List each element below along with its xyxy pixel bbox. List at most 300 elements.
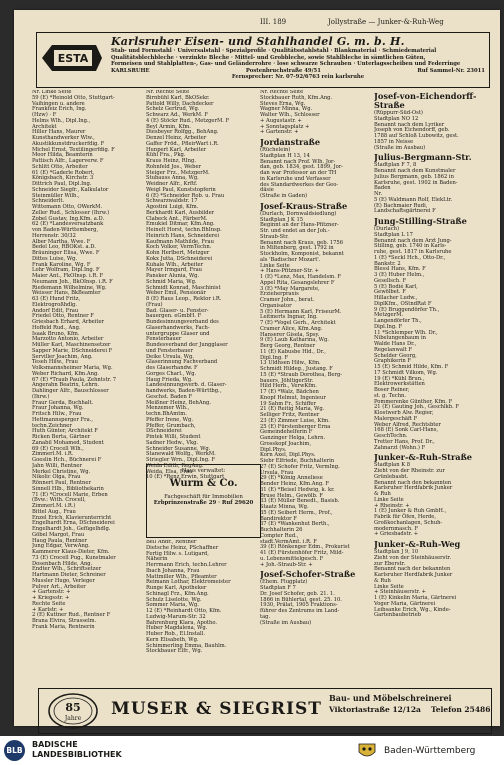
directory-entry: 12 (E) *Reinhardt Otto, Kfm. [146,608,222,614]
directory-entry: Hartmann Dieter, Schreiner [32,572,106,578]
directory-entry: Stockbauer Elfr., Wg. [146,648,203,655]
directory-entry: Benannt nach dem Lyriker [374,121,445,128]
directory-entry: Nr. Rechte Seite [146,90,190,95]
directory-entry: des Standardwerkes der Geo- [260,181,339,188]
directory-entry: (Ihrw.) [32,393,50,400]
directory-entry: Näherin [146,556,168,563]
directory-entry: Landschaftsgärtnerei F [374,208,436,215]
directory-entry: dan war Professor an der TH [260,170,337,176]
directory-entry: 11 (E) Kabusbe Hld., Dr., [260,348,326,355]
directory-entry: Nr. [374,191,383,197]
street-heading: Jordanstraße [260,137,321,147]
directory-entry: des Glaserhandw. F [146,365,198,371]
directory-entry: Elektrowerkstätten [374,381,425,388]
directory-entry: Bittel Aug., Frau [32,508,76,515]
column-3 [260,90,372,626]
ad-sammel: Ruf Sammel-Nr. 23011 [417,67,485,74]
directory-entry: Dipl.Phys. [260,446,287,453]
directory-entry: 2 (E) Kuttner Rud., Rentner F [32,612,111,619]
directory-entry: Schelz Gertrud, Wg. [146,106,200,113]
library-name [32,740,122,760]
street-heading: Josef-Schofer-Straße [260,569,356,580]
directory-entry: Stadtplan F 7 [260,585,296,591]
directory-entry: Voger Maria, Gärtnerei [374,600,436,607]
directory-entry: 73 (E) Crocell Pug., Kunstmaler [32,554,116,561]
street-heading: Julius-Bergmann-Str. [374,152,472,163]
directory-entry: 5 (E) Bodié Karl, [374,283,418,290]
directory-entry: (Bvw.: With. Crocell, [32,497,86,504]
directory-entry: Klostwerb Alw. Regier, [374,410,434,416]
muser-address: Viktoriastraße 12/12a [329,705,421,714]
svg-text:85: 85 [65,701,81,714]
directory-entry: Stadtplan J 9, 10 [374,549,419,555]
directory-entry: Maier Ant., FkOInsp. i.R. F [32,273,104,279]
directory-entry: Weida Edith, RegAng. [146,462,204,469]
directory-entry: + Griesbadstr. + [374,531,419,538]
directory-entry: (Straße im Ausbau) [260,619,312,626]
directory-entry: Appel Rita, Gesangslehrer F [260,279,335,286]
directory-entry: Serviller Joachim, Ang. [32,353,93,360]
wurm-name: Wurm & Co. [169,478,238,489]
directory-entry: Kammerer Klaus-Dieter, Kfm. [32,549,110,555]
directory-entry: Stilling, geb. 1740 in Karls- [374,243,447,250]
directory-entry: Linke Seite [260,262,290,269]
directory-entry: Hild Herb., VerwKfm. [260,383,317,390]
directory-entry: Friedel Otto, Rentner F [32,313,94,320]
directory-entry: Bundesinnungsverband des [146,319,219,325]
directory-entry: Dr. Josef Schofer, geb. 21. 1. [260,590,335,597]
directory-entry: Engelhardt Joh., Gefügelhdlg. [32,526,111,532]
directory-entry: DSchneiderei [146,428,182,435]
directory-entry: Karlsruhe, gest. 1902 in Baden- [374,179,458,186]
directory-entry: Pommerenke Günther, Kfm. F [374,398,453,405]
directory-entry: Fensterbauer [146,336,182,343]
directory-entry: Steinmüller Wilh., [32,192,80,199]
directory-entry: Linke Seite [374,583,404,590]
directory-entry: Langendörfer Th., [374,318,422,324]
directory-entry: Ricken Berta, Gärtner [32,434,91,440]
directory-entry: Str. und endet an der Joh.- [260,228,330,234]
directory-entry: (Straße in Gaden) [260,193,308,199]
ad-city: KARLSRUHE [111,67,150,74]
directory-entry: Buchhalterin 26 [260,527,303,533]
directory-entry: 31 (E) *Beisel Hedwig, k. kr. [260,486,335,493]
directory-entry: Frankfeiz Erich, Ing. [32,106,87,113]
directory-entry: Herrmann Erich, techn.Lehrer [146,562,227,568]
directory-entry: 62 (E) *Landesversatzbank [32,221,104,228]
directory-entry: Ganzinger Helga, Lehrn. [260,435,326,441]
directory-entry: Frank Maria, Rentnerin [32,623,95,630]
directory-entry: + Gartenstr. + [32,589,71,596]
directory-entry: handwerks, Baden-Württbg., [146,388,222,394]
directory-entry: (Durlach, Dornwaldsiedlung) [260,210,337,217]
directory-entry: Bundesverband der Jungglaser [146,342,228,348]
directory-entry: als 'Badischer Mozart'. [260,256,321,263]
directory-entry: 33 (E) Müller Benedt., Basisb. [260,498,340,505]
directory-entry: 11 *Schlemper Wlh. Dr., [374,329,438,336]
directory-entry: + Hans-Pfitzner-Str. + [260,268,319,275]
directory-entry: Pintek Willi, Student [146,434,201,440]
wurm-line-3: Fachgeschäft für Immobilien [164,494,243,500]
directory-entry: Akustikkunstdruckerfdig. F [32,140,105,147]
directory-entry: von Baden-Württemberg, [32,227,99,233]
directory-entry: 17 (E) *Walz, Bädchen [260,389,319,395]
library-line-1: BADISCHE [32,740,78,749]
directory-entry: Rechte Seite [32,600,66,607]
directory-entry: Ibach Johanna, Frau [146,567,200,574]
directory-entry: Bahrenburg Klara, Apotho. [146,619,218,626]
directory-entry: Benannt nach Prof. Wlh. Jor- [260,158,336,165]
directory-entry: Linke Seite [374,496,404,503]
directory-entry: Zahnarzt (Wohn.) F [374,444,426,451]
directory-entry: Nibelungenbaum in [374,335,426,342]
directory-entry: Ludwig-Marum-Str. 32 [146,613,206,620]
directory-entry: Huber Rob., El.Install. [146,631,205,637]
directory-entry: 1 (E) Junker & Ruh GmbH., [374,508,447,515]
directory-entry: Fraur Johanna, Wg. [32,405,84,412]
directory-entry: Tretter Hans, Prof. Dr., [374,438,435,445]
directory-entry: + Kriegsstr. + [32,595,70,601]
directory-entry: Menzemer Wlh., [146,405,190,412]
directory-entry: Bandirektor F [260,515,297,522]
directory-entry: Ursula, Frau [260,469,294,476]
directory-entry: st. g. Techn. [374,392,407,399]
directory-entry: bauers, JöhltigerStr. [260,377,314,384]
directory-entry: Kühl Fra., Pkg. [146,152,186,159]
directory-entry: Schinagl Frz., Kfm.Ang. [146,590,209,597]
directory-entry: Pfeffer, Grumbach, [146,422,196,429]
directory-page [14,10,500,726]
directory-entry: u. Lebensmittelgesch. F [260,555,324,562]
directory-entry: 25 (E) Fürstenberger Erna [260,423,331,430]
directory-entry: Deike Ursula, Wg. [146,353,194,360]
muser-line-1: Bau- und Möbelschreinerei [329,693,452,703]
directory-entry: Diesbeyer Rolfgg., BehAng. [146,129,219,136]
wurm-line-1: Haus verwaltet: [181,468,226,474]
directory-entry: 3 (E) Huber Helm., [374,272,425,278]
directory-entry: Beyl Armin, Kfm. [146,123,191,130]
directory-entry: Graphikerin F [374,358,411,365]
directory-entry: Karlsruher Herdfabrik Junker [374,572,453,578]
column-2 [146,90,258,481]
directory-entry: 15 (E) *Straub Dorothea, Berg- [260,371,343,378]
svg-text:ESTA: ESTA [57,52,89,65]
directory-entry: Michel Ernst, Textilingerfdig. F [32,146,115,153]
directory-entry: 10 (E) *Renz Erwin, Stuttgart [146,474,225,481]
directory-entry: 1857 in Neisse [374,138,414,145]
directory-entry: Kern Elisabeth, Wg. [146,636,199,643]
directory-entry: 1 (E) *Seckl Hch., Otto-Dr., [374,254,446,261]
directory-entry: Huber Magdalena, Wg. [146,625,208,632]
directory-entry: Schulz Liselotte, Wg. [146,596,202,603]
directory-entry: Sadner Hedw., Vkg. [146,439,199,446]
directory-entry: Neumann Joh., BkOInsp. i.R. F [32,278,113,285]
directory-entry: Großkochanlagen, Schuh- [374,519,443,526]
directory-entry: Brana Elvira, Strasselm. [32,618,97,624]
directory-entry: MetzgerM. [374,312,404,319]
directory-entry: Pansker Alunia, Wg. [146,273,200,279]
directory-entry: Bad. Glaser- u. Fenster- [146,307,209,314]
directory-entry: Schimmerling Emma, Bauhlm. [146,642,227,649]
directory-entry: Schmidt Hildeg., Justang. F [260,366,333,372]
directory-entry: 19 Sahm Fr., Schiffer [260,400,316,407]
directory-entry: 1 (E) *Lenz, Max, Handelsm. F [260,274,342,280]
directory-entry: in Karlsruhe und Verfasser [260,175,331,182]
directory-entry: Berkhardt Karl, Ausbilder [146,209,215,216]
directory-entry: Isaak Bruno, Kfm. [32,330,80,337]
directory-entry: Dipl.Ing. F [374,323,403,330]
directory-entry: Weigl Paul, Kunststopferin [146,186,216,193]
directory-entry: Pfeffer Irene, Wg. [146,416,193,423]
directory-entry: 3 (E) *May Margarete, [260,285,320,292]
directory-entry: 168 (E) Sonk Carl-Hans, [374,427,439,434]
directory-entry: Wagner Minna, Wg. [260,106,313,113]
directory-entry: Hettmannsperger Fra., [32,416,93,423]
directory-entry: 69 (E) Crocell Wlh., [32,445,84,452]
directory-entry: Bell Andr., Rentner [146,540,197,545]
directory-entry: Benannt nach Kraus, geb. 1756 [260,239,344,246]
directory-entry: Stadtplan K 8 [374,462,411,469]
directory-entry: Hanserer Gisela, Spsy. [260,331,320,338]
directory-entry: Stadtplan L 17 [374,231,413,238]
directory-entry: Dipl.Ing. F [260,354,289,361]
directory-entry: Geschst. Baden F [146,393,193,400]
directory-entry: Hoffeld Rud., Ang. [32,324,81,331]
directory-entry: + Karlstr. + [32,606,64,613]
directory-entry: Gemeindehelferin F [260,429,313,436]
directory-entry: Cramer Alice, Kfm.Ang. [260,325,323,332]
directory-entry: 8 (E) Raus Leop., Rektor i.R. [146,296,222,302]
directory-entry: Sinnell Hlb., Bibliothekarin [32,485,104,492]
directory-entry: däsie [260,187,274,194]
directory-entry: Alber Martha, Wwe. F [32,238,91,245]
directory-entry: Lohr Wolfram, Dipl.Ing. F [32,267,100,274]
directory-entry: Bedel Leo, RBOKst. a.D. [32,244,96,251]
directory-entry: Wittemann Otto, OWerkM. [32,204,103,210]
directory-entry: Beginnt an der Hans-Pfitzner- [260,222,339,229]
directory-entry: Erzieherpraxis [260,291,299,298]
directory-entry: Regelanwalt F [374,346,412,353]
directory-entry: Kaufmann Mathilde, Frau [146,238,214,245]
directory-entry: & Ruh [374,577,391,584]
directory-entry: Leibsanke Erich, Wg., Kinde- [374,606,451,613]
directory-entry: führer des Zentrums im Land- [260,608,340,614]
directory-entry: Leitmerts Ingnar, Ing. [260,314,318,321]
directory-entry: Glaserhandwerks, Fach- [146,324,210,331]
directory-entry: Striegler Wrn., Dipl.Ing. F [146,457,215,463]
ad-phone: Fernsprecher: Nr. 07-92/6763 rein karlsruhe [231,74,365,81]
directory-entry: Engelhardt Erna, DSchneiderei [32,520,115,527]
directory-entry: Dosenbach Hilde, Ang. [32,560,93,567]
directory-entry: 6 (E) *Schneider Rob. u. Frau [146,192,225,199]
directory-entry: 67 (E) *Traub Paula, Zehntstr. 7 [32,376,117,383]
directory-entry: Schmid Maria, Wg. [146,278,197,285]
directory-entry: Müller Karl, Maschinensetzer [32,342,111,348]
directory-entry: Zanabil Mohamed, Student [32,439,104,446]
directory-entry: Griesbach Erhard, Arbeiter [32,319,105,325]
muser-siegrist-advertisement [38,688,492,734]
directory-entry: Kunsthandwerker Wlw., [32,135,95,141]
directory-entry: Weber Alfred, Rechtsbter [374,421,441,428]
directory-entry: 17 Schmidt Vilkom, Wg. [374,369,438,376]
directory-entry: Rohnfeld Jos., Weber [146,163,201,170]
wurm-line-4: Erbprinzenstraße 29 · Ruf 29620 [153,500,254,506]
directory-entry: Nr. Rechte Seite [260,90,304,95]
directory-entry: und Fensterbauer [146,347,193,354]
directory-entry: Andorf Edit, Frau [32,307,79,314]
muser-siegrist-name: MUSER & SIEGRIST [111,699,322,719]
directory-entry: Dittrich Paul, Dipl.Ing. [32,181,92,187]
directory-entry: tag. [260,613,271,620]
directory-entry: Teseh Hilw., Frau [32,359,78,366]
directory-entry: untergruppe Glaser und [146,330,210,337]
directory-entry: Stadtplan F 7, 8 [374,162,417,169]
directory-entry: 35 (E) Seibert Herm., Prof., [260,509,333,516]
directory-entry: Elektrogroßhdlg. [32,301,78,308]
directory-entry: 29 (E) *König Anneliese [260,475,323,482]
directory-entry: (Durlach) [374,226,400,232]
directory-entry: 1788 auf Schloß Lubowitz, gest. [374,133,459,139]
directory-entry: Staatz Minna, Wg. [260,504,309,510]
directory-entry: Steves Erna, Wg. [260,100,306,107]
directory-entry: Angerahn Beatrix, Lehrn. [32,382,100,389]
directory-entry: 21 (E) Reitig Maria, Wg. [260,406,325,413]
directory-entry: (Rüchelein) [260,147,291,153]
directory-entry: Weisser Hans, BkBeamter [32,290,101,297]
column-4 [374,90,494,619]
directory-entry: Marzotto Antonio, Arbeiter [32,336,104,343]
directory-entry: Weidner Alfr., Krftf. [146,181,198,187]
directory-entry: 23 (E) Zimmer Luise, Kfm. [260,417,330,424]
directory-entry: stadt.VermAmt. i.R. F [260,538,317,545]
directory-entry: 9 (E) Bruggendörfer Th., [374,306,440,313]
directory-entry: Kohn Herlbert, Metzger [146,250,210,256]
directory-entry: Bankstr. 2 [374,260,401,267]
directory-entry: Frank Karoline, Wg. F [32,261,91,268]
directory-entry: Julius Bergmann, geb. 1862 in [374,173,454,180]
directory-entry: (Hzw) · F [32,112,57,118]
directory-entry: Rönnert Paul, Rentner [32,480,91,486]
directory-entry: Gesellsch. F [374,277,407,284]
esta-logo-icon [40,37,104,79]
directory-entry: Mayer Irmgard, Frau [146,267,203,274]
directory-entry: Schelder Georg, [374,352,417,359]
street-heading: Junker-&-Ruh-Weg [374,539,461,549]
directory-entry: Blessl Hans, Kfm. F [374,266,426,273]
directory-entry: DiplKfm., OStndRat F [374,300,432,307]
blb-logo-icon: BLB [4,740,25,761]
directory-entry: (E) Bachmaier Rudi, [374,202,428,209]
library-line-2: LANDESBIBLIOTHEK [32,750,122,759]
directory-entry: Sapper Marie, DSchneiderei F [32,347,113,354]
directory-entry: Huth Günter, Architekt F [32,428,98,435]
directory-entry: Bräuninger Elisa, Wwe. F [32,250,100,256]
directory-entry: Kuhale Wlh., Arbeiter [146,261,204,268]
street-heading: Josef-von-Eichendorff-Straße [374,91,477,110]
svg-text:Jahre: Jahre [64,715,82,722]
directory-entry: Koch Volker, VermTechn. [146,244,212,251]
directory-entry: Schneider Susanne, Wg. [146,445,211,452]
directory-entry: Dietsche Heinz, PSchaffner [146,544,219,551]
directory-entry: Steiger Frz., MetzgerM. [146,169,210,176]
directory-entry: Hunpert Karl, Arbeiter [146,146,207,153]
directory-entry: Runge Karl, Apotheker [146,585,207,591]
directory-entry: Mussler Hugo, Verleger [32,577,95,584]
directory-entry: Karlsruher Herdfabrik Junker [374,485,453,492]
directory-entry: + Joh.-Straub-Str. + [260,561,313,568]
ad-line-1: Stab- und Formstahl · Universalstahl · Spezialprofile · Qualitätsstahlstahl · Blankmaterial · Schmiedematerial [111,48,437,54]
directory-entry: Gartenbaubetrieb [374,612,421,619]
directory-entry: Volksmannsheimer Maria, Wg. [32,365,113,371]
directory-entry: 4 (E) Stöckr Rud., MetzgerM. F [146,117,230,124]
directory-entry: Straub-Str. [260,233,289,240]
directory-entry: Dahlinger Alfr., Bauschlosser [32,388,109,394]
directory-entry: 71 (E) *Crocell Marie, Erben [32,491,108,498]
directory-entry: 63 (E) Hund Fritz, [32,296,81,302]
directory-entry: Weber Emil, Pensionär [146,290,206,297]
directory-entry: Zimmerl.M. i.R. [32,451,74,458]
directory-entry: + Gartenstr. + [260,129,299,136]
directory-entry: Haug Frieda, Wg. [146,376,193,383]
directory-entry: techn.Zeichner [32,422,72,429]
directory-entry: Schneider Siegfr., Kalkulator [32,186,109,193]
directory-entry: + Steinhäuserstr. + [374,589,426,596]
directory-entry: Reimann Lothar, Elektromeister [146,579,231,586]
directory-entry: Nikolic Olga, Frau [32,474,81,481]
directory-entry: in Miltenberg, gest. 1792 in [260,245,334,252]
state-name: Baden-Württemberg [384,746,476,756]
directory-entry: bauergen. eGmbH. F [146,313,202,320]
directory-entry: Haug Paula, Rentner [32,537,87,544]
directory-entry: + Sonntagsplatz + [260,123,310,130]
directory-entry: Bruse Helm., Gewölb. F [260,492,323,499]
directory-entry: 9 (E) Laub Katharina, Wg. [260,337,329,344]
directory-entry: Benannt nach der bekannten [374,566,451,573]
directory-entry: Stadtplan H 13, 14 [260,152,310,159]
directory-entry: Schwarzwaldstr. 17 [146,198,198,205]
directory-entry: Korn Axel, Dipl.Phys. [260,452,316,459]
directory-entry: 61 (E) *Gaderle Robert, [32,169,95,176]
directory-entry: Meißner Heinz, BehAng. [146,399,211,406]
directory-entry: Hiller Hans, Maurer [32,129,86,136]
coat-of-arms-icon [356,741,378,761]
directory-entry: Schneiderlt. [32,198,65,205]
directory-entry: Zieht von der Steinhäuserstr. [374,554,451,561]
wurm-advertisement [146,464,261,538]
directory-entry: Fritsch Hilw., Frau [32,411,82,417]
directory-entry: Landesinnungsverb. d. Glaser- [146,382,227,389]
directory-entry: Zeller Rud., Schlosser (Ihrw.) [32,209,110,216]
column-2-continued [146,540,258,655]
directory-entry: 21 (E) Gauting Joh., Geschlkb. F [374,404,459,411]
directory-entry: Benannt nach dem Arzt Jung- [374,237,452,244]
directory-entry: (Rüppurr-Süd-Ost) [374,110,423,116]
directory-entry: (Ehem. Flugplatz) [260,579,308,586]
ad-heading: Karlsruher Eisen- und Stahlhandel G. m. b. H. [111,35,405,48]
directory-entry: Boser Reiner, [374,387,410,393]
directory-entry: 1930, Prälat, 1905 Fraktions- [260,602,338,609]
directory-entry: 1 (E) Kinkelin Maria, Gärtnerei [374,595,457,601]
directory-entry: dan, geb. 1834, gest. 1899, Jor- [260,164,343,171]
directory-entry: Kokx Jutta, DSchneiderei [146,255,213,262]
directory-entry: Walter Wlh., Schlosser [260,112,320,118]
directory-entry: GeschTechn. [374,433,408,439]
street-heading: Josef-Kraus-Straße [260,200,348,211]
directory-entry: Emukiel Ditmar, Kfm.Ang. [146,221,215,228]
directory-entry: 19 (E) *Kühl Brun., [374,375,425,382]
directory-entry: Stockholm, Komponist, bekannt [260,251,344,257]
directory-entry: modernmasch. F [374,525,419,532]
